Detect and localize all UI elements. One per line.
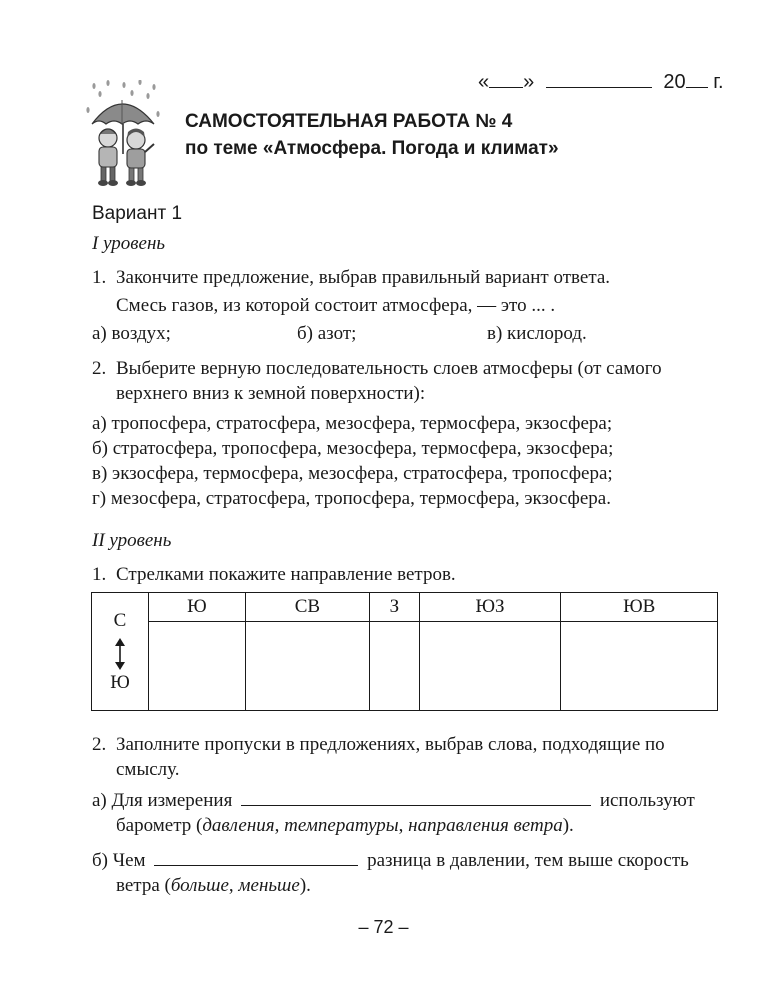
compass-cell <box>92 593 149 711</box>
wind-header-ne: СВ <box>245 593 369 622</box>
q1-2-number: 2. <box>92 358 107 379</box>
wind-table-answer-row <box>92 622 718 711</box>
q2-2a-line2-start: барометр ( <box>116 815 203 836</box>
q2-2a-line1 <box>92 788 695 814</box>
q2-2-text1: Заполните пропуски в предложениях, выбрав слова, подходящие по <box>116 734 665 755</box>
q2-1-number: 1. <box>92 564 107 585</box>
q2-2b-prefix: б) Чем <box>92 850 146 871</box>
year-suffix: г. <box>713 71 724 93</box>
level1-label: I уровень <box>92 233 166 254</box>
north-south-arrow-icon <box>113 638 127 670</box>
q1-1-text2: Смесь газов, из которой состоит атмосфера, — это ... . <box>116 295 556 316</box>
wind-header-s: Ю <box>149 593 246 622</box>
q2-2a-word2[interactable]: температуры <box>284 815 399 836</box>
q2-2a-blank[interactable] <box>241 788 591 806</box>
wind-table-header-row <box>92 593 718 622</box>
q2-2b-blank[interactable] <box>154 848 358 866</box>
q1-1-number: 1. <box>92 267 107 288</box>
q2-2b-line2-end: ). <box>299 875 311 896</box>
q2-2b-line1 <box>92 848 689 874</box>
work-title-line2: по теме «Атмосфера. Погода и климат» <box>185 138 559 159</box>
q1-1-text: Закончите предложение, выбрав правильный вариант ответа. <box>116 267 611 288</box>
wind-answer-w[interactable] <box>370 622 420 711</box>
compass-south: Ю <box>110 671 130 693</box>
variant-label: Вариант 1 <box>92 203 183 224</box>
wind-direction-table <box>91 592 718 711</box>
q2-2-number: 2. <box>92 734 107 755</box>
year-blank[interactable] <box>686 72 708 88</box>
q2-2a-word1[interactable]: давления <box>202 815 275 836</box>
q2-2a-suffix: используют <box>599 790 695 811</box>
q1-2-text2: верхнего вниз к земной поверхности): <box>116 383 426 404</box>
q2-2b-line2: ветра (больше, меньше). <box>116 875 311 896</box>
q2-2a-prefix: а) Для измерения <box>92 790 233 811</box>
year-prefix: 20 <box>663 71 686 93</box>
q2-2b-word2[interactable]: меньше <box>238 875 300 896</box>
q1-2-option-d[interactable]: г) мезосфера, стратосфера, тропосфера, термосфера, экзосфера. <box>92 488 611 509</box>
q2-2-text2: смыслу. <box>116 759 180 780</box>
kids-umbrella-illustration <box>84 80 162 190</box>
work-title <box>185 108 559 162</box>
q2-2b-suffix: разница в давлении, тем выше скорость <box>367 850 689 871</box>
q1-2-option-a[interactable]: а) тропосфера, стратосфера, мезосфера, термосфера, экзосфера; <box>92 413 613 434</box>
level2-label: II уровень <box>92 530 172 551</box>
work-title-line1: САМОСТОЯТЕЛЬНАЯ РАБОТА № 4 <box>185 111 513 132</box>
q1-2-option-b[interactable]: б) стратосфера, тропосфера, мезосфера, термосфера, экзосфера; <box>92 438 614 459</box>
q1-1-option-c[interactable]: в) кислород. <box>487 323 587 344</box>
wind-header-sw: ЮЗ <box>419 593 561 622</box>
wind-answer-sw[interactable] <box>419 622 561 711</box>
q1-1-option-a[interactable]: а) воздух; <box>92 323 171 344</box>
wind-answer-se[interactable] <box>561 622 718 711</box>
wind-header-se: ЮВ <box>561 593 718 622</box>
q1-1-option-b[interactable]: б) азот; <box>297 323 357 344</box>
wind-answer-ne[interactable] <box>245 622 369 711</box>
q1-2-option-c[interactable]: в) экзосфера, термосфера, мезосфера, стратосфера, тропосфера; <box>92 463 613 484</box>
month-blank[interactable] <box>546 72 652 88</box>
q2-2a-line2-end: ). <box>562 815 574 836</box>
q2-2b-line2-start: ветра ( <box>116 875 171 896</box>
wind-answer-s[interactable] <box>149 622 246 711</box>
q2-2a-line2: барометр (давления, температуры, направления ветра). <box>116 815 574 836</box>
wind-header-w: З <box>370 593 420 622</box>
day-blank[interactable] <box>489 72 523 88</box>
date-close-quote: » <box>523 71 535 93</box>
q1-2-text1: Выберите верную последовательность слоев атмосферы (от самого <box>116 358 662 379</box>
q2-2a-word3[interactable]: направления ветра <box>408 815 563 836</box>
date-open-quote: « <box>478 71 490 93</box>
compass-north: С <box>113 609 127 631</box>
q2-1-text: Стрелками покажите направление ветров. <box>116 564 456 585</box>
page-number: – 72 – <box>358 917 409 937</box>
date-line <box>478 71 724 94</box>
q2-2b-word1[interactable]: больше <box>170 875 229 896</box>
